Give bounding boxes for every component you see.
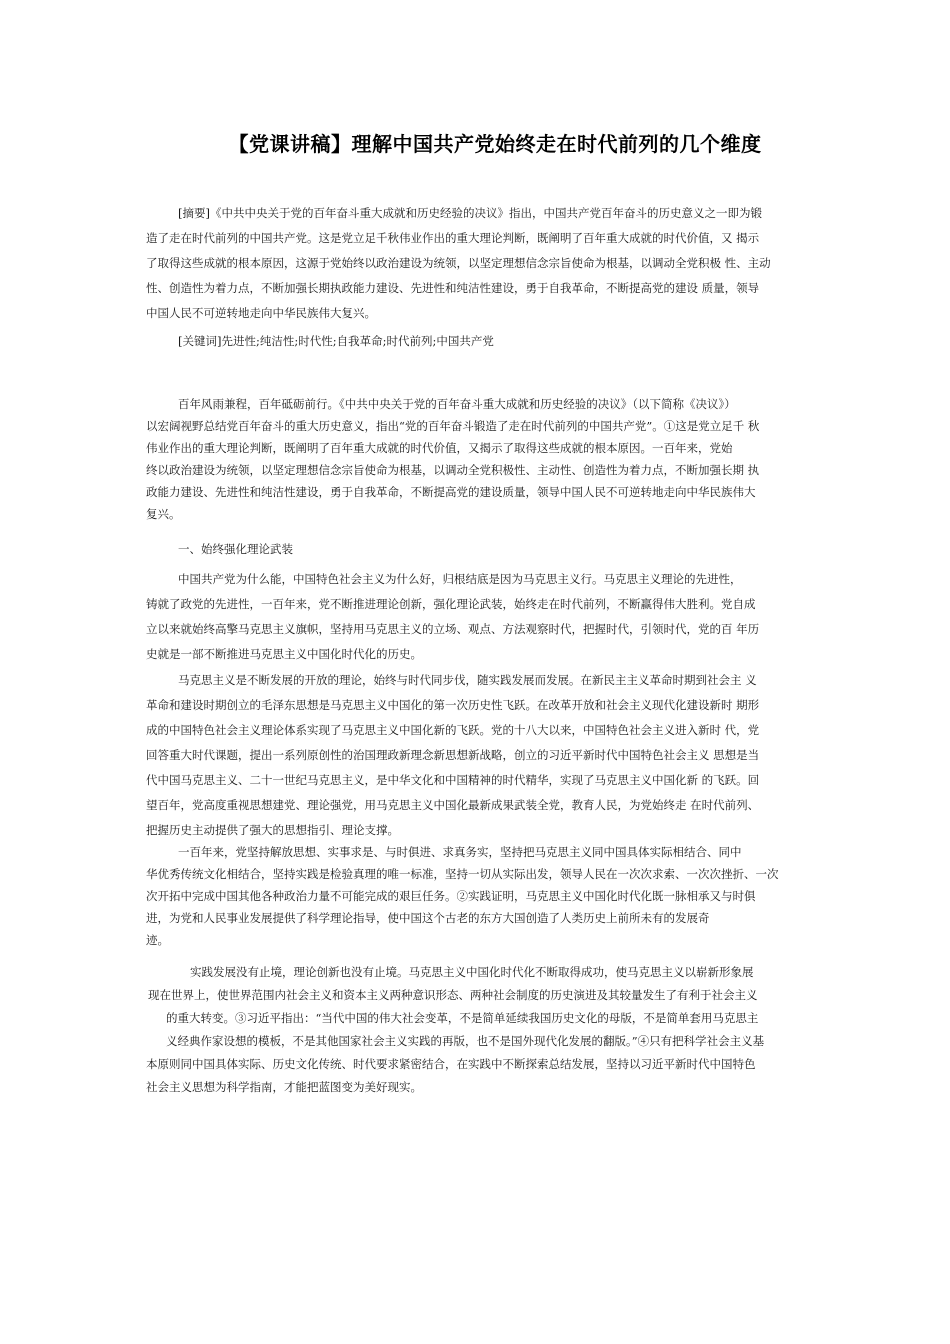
paragraph-line: 华优秀传统文化相结合，坚持实践是检验真理的唯一标准，坚持一切从实际出发，领导人民在一次次求索、一次次挫折、一次 xyxy=(146,867,779,881)
keywords-line xyxy=(146,329,810,354)
paragraph-2 xyxy=(146,668,810,843)
paragraph-line: 现在世界上，使世界范围内社会主义和资本主义两种意识形态、两种社会制度的历史演进及其较量发生了有利于社会主义 xyxy=(148,988,758,1002)
paragraph-line: 铸就了政党的先进性，一百年来，党不断推进理论创新，强化理论武装，始终走在时代前列，不断赢得伟大胜利。党自成 xyxy=(146,597,756,611)
abstract-line: 了取得这些成就的根本原因，这源于党始终以政治建设为统领，以坚定理想信念宗旨使命为根基，以调动全党积极 性、主动 xyxy=(146,256,771,270)
abstract-line: 性、创造性为着力点，不断加强长期执政能力建设、先进性和纯洁性建设，勇于自我革命，不断提高党的建设 质量，领导 xyxy=(146,281,760,295)
paragraph-line: 马克思主义是不断发展的开放的理论，始终与时代同步伐，随实践发展而发展。在新民主主义革命时期到社会主 义 xyxy=(178,673,757,687)
keywords-text: [关键词]先进性;纯洁性;时代性;自我革命;时代前列;中国共产党 xyxy=(178,334,494,348)
paragraph-line: 立以来就始终高擎马克思主义旗帜，坚持用马克思主义的立场、观点、方法观察时代，把握时代，引领时代，党的百 年历 xyxy=(146,622,760,636)
paragraph-line: 进，为党和人民事业发展提供了科学理论指导，使中国这个古老的东方大国创造了人类历史上前所未有的发展奇 xyxy=(146,911,710,925)
paragraph-line: 成的中国特色社会主义理论体系实现了马克思主义中国化新的飞跃。党的十八大以来，中国特色社会主义进入新时 代，党 xyxy=(146,723,760,737)
abstract-paragraph xyxy=(146,201,810,326)
paragraph-line: 义经典作家设想的模板，不是其他国家社会主义实践的再版，也不是国外现代化发展的翻版。”④只有把科学社会主义基 xyxy=(166,1034,765,1048)
paragraph-line: 迹。 xyxy=(146,933,169,947)
paragraph-line: 代中国马克思主义、二十一世纪马克思主义，是中华文化和中国精神的时代精华，实现了马克思主义中国化新 的飞跃。回 xyxy=(146,773,760,787)
document-title: 【党课讲稿】理解中国共产党始终走在时代前列的几个维度 xyxy=(228,132,762,156)
paragraph-line: 回答重大时代课题，提出一系列原创性的治国理政新理念新思想新战略，创立的习近平新时代中国特色社会主义 思想是当 xyxy=(146,748,760,762)
paragraph-line: 本原则同中国具体实际、历史文化传统、时代要求紧密结合，在实践中不断探索总结发展，坚持以习近平新时代中国特色 xyxy=(146,1057,756,1071)
section-heading: 一、始终强化理论武装 xyxy=(178,542,293,556)
abstract-line: 造了走在时代前列的中国共产党。这是党立足千秋伟业作出的重大理论判断，既阐明了百年重大成就的时代价值，又 揭示 xyxy=(146,231,760,245)
paragraph-line: 史就是一部不断推进马克思主义中国化时代化的历史。 xyxy=(146,647,422,661)
paragraph-3 xyxy=(146,841,810,951)
intro-line: 伟业作出的重大理论判断，既阐明了百年重大成就的时代价值，又揭示了取得这些成就的根本原因。一百年来，党始 xyxy=(146,441,733,455)
intro-paragraph xyxy=(146,393,810,525)
intro-line: 复兴。 xyxy=(146,507,181,521)
paragraph-line: 社会主义思想为科学指南，才能把蓝图变为美好现实。 xyxy=(146,1080,422,1094)
paragraph-line: 中国共产党为什么能，中国特色社会主义为什么好，归根结底是因为马克思主义行。马克思主义理论的先进性， xyxy=(178,572,742,586)
paragraph-line: 的重大转变。③习近平指出：“当代中国的伟大社会变革，不是简单延续我国历史文化的母版，不是简单套用马克思主 xyxy=(166,1011,759,1025)
paragraph-line: 次开拓中完成中国其他各种政治力量不可能完成的艰巨任务。②实践证明，马克思主义中国化时代化既一脉相承又与时俱 xyxy=(146,889,756,903)
paragraph-line: 一百年来，党坚持解放思想、实事求是、与时俱进、求真务实，坚持把马克思主义同中国具体实际相结合、同中 xyxy=(178,845,742,859)
intro-line: 百年风雨兼程，百年砥砺前行。《中共中央关于党的百年奋斗重大成就和历史经验的决议》（以下简称《决议》） xyxy=(178,397,736,411)
paragraph-line: 实践发展没有止境，理论创新也没有止境。马克思主义中国化时代化不断取得成功，使马克思主义以崭新形象展 xyxy=(190,965,754,979)
paragraph-1 xyxy=(146,567,810,667)
paragraph-line: 望百年，党高度重视思想建党、理论强党，用马克思主义中国化最新成果武装全党，教育人民，为党始终走 在时代前列、 xyxy=(146,798,760,812)
paragraph-line: 把握历史主动提供了强大的思想指引、理论支撑。 xyxy=(146,823,399,837)
abstract-line: 中国人民不可逆转地走向中华民族伟大复兴。 xyxy=(146,306,376,320)
paragraph-line: 革命和建设时期创立的毛泽东思想是马克思主义中国化的第一次历史性飞跃。在改革开放和社会主义现代化建设新时 期形 xyxy=(146,698,760,712)
intro-line: 以宏阔视野总结党百年奋斗的重大历史意义，指出“党的百年奋斗锻造了走在时代前列的中国共产党”。①这是党立足千 秋 xyxy=(146,419,760,433)
intro-line: 终以政治建设为统领，以坚定理想信念宗旨使命为根基，以调动全党积极性、主动性、创造性为着力点，不断加强长期 执 xyxy=(146,463,760,477)
paragraph-4 xyxy=(146,961,810,1099)
abstract-line: [摘要]《中共中央关于党的百年奋斗重大成就和历史经验的决议》指出，中国共产党百年奋斗的历史意义之一即为锻 xyxy=(178,206,762,220)
intro-line: 政能力建设、先进性和纯洁性建设，勇于自我革命，不断提高党的建设质量，领导中国人民不可逆转地走向中华民族伟大 xyxy=(146,485,756,499)
